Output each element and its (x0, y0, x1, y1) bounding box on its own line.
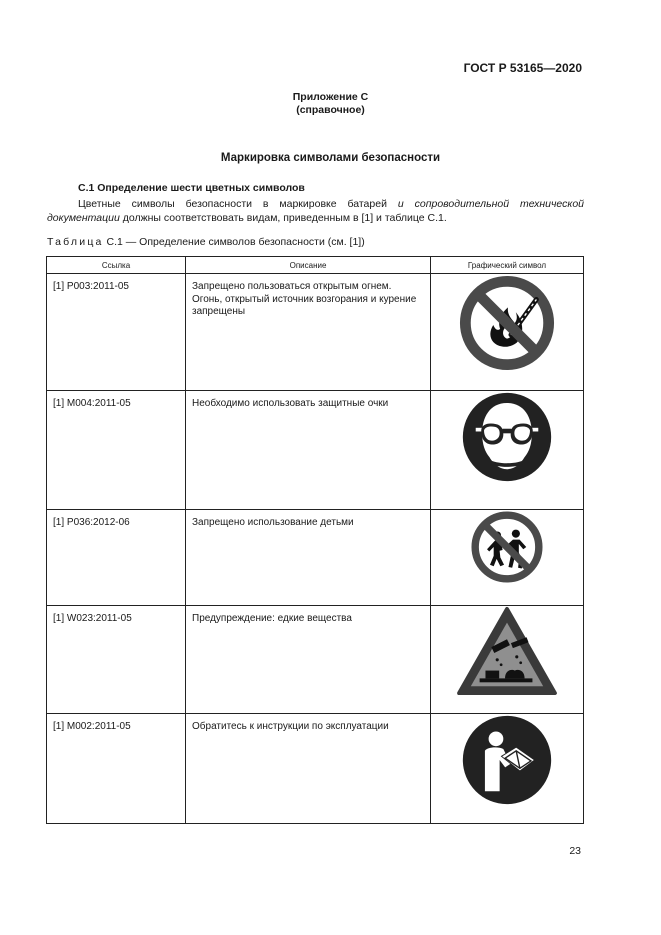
cell-reference (47, 274, 186, 391)
page-number: 23 (569, 845, 581, 857)
header-description: Описание (186, 257, 431, 274)
description-text: Запрещено пользоваться открытым огнем. Огонь, открытый источник возгорания и курение запрещены (192, 281, 417, 317)
cell-description (186, 606, 431, 714)
paragraph-text-italic: и сопроводительной технической документации (47, 198, 584, 224)
read-manual-icon (461, 714, 553, 806)
cell-description (186, 274, 431, 391)
description-text: Запрещено использование детьми (192, 517, 354, 528)
reference-text: [1] M002:2011-05 (53, 721, 131, 732)
table-row (47, 391, 584, 510)
body-paragraph (47, 198, 584, 225)
no-open-flame-icon (458, 274, 556, 372)
table-row (47, 714, 584, 824)
appendix-title: Приложение С (292, 91, 369, 103)
cell-symbol (431, 510, 584, 606)
cell-symbol (431, 714, 584, 824)
appendix-subtitle: (справочное) (296, 104, 365, 116)
header-reference: Ссылка (47, 257, 186, 274)
table-caption-text: С.1 — Определение символов безопасности (см. [1]) (103, 236, 365, 248)
cell-description (186, 714, 431, 824)
table-header-row (47, 257, 584, 274)
reference-text: [1] P036:2012-06 (53, 517, 130, 528)
cell-reference (47, 714, 186, 824)
wear-goggles-icon (461, 391, 553, 483)
cell-reference (47, 606, 186, 714)
cell-reference (47, 510, 186, 606)
no-children-icon (470, 510, 544, 584)
description-text: Необходимо использовать защитные очки (192, 398, 389, 409)
section-heading: С.1 Определение шести цветных символов (78, 182, 305, 194)
reference-text: [1] P003:2011-05 (53, 281, 129, 292)
cell-description (186, 391, 431, 510)
cell-description (186, 510, 431, 606)
standard-number: ГОСТ Р 53165—2020 (463, 61, 582, 75)
table-caption (47, 236, 365, 248)
safety-symbols-table (46, 256, 584, 824)
paragraph-text-2: должны соответствовать видам, приведенным в [1] и таблице С.1. (119, 211, 447, 224)
cell-reference (47, 391, 186, 510)
header-symbol: Графический символ (431, 257, 584, 274)
table-row (47, 606, 584, 714)
cell-symbol (431, 274, 584, 391)
table-row (47, 510, 584, 606)
corrosive-warning-icon (456, 606, 558, 696)
paragraph-text-1: Цветные символы безопасности в маркировке батарей (78, 198, 398, 210)
page-title: Маркировка символами безопасности (220, 152, 441, 164)
table-row (47, 274, 584, 391)
reference-text: [1] M004:2011-05 (53, 398, 131, 409)
cell-symbol (431, 391, 584, 510)
table-caption-label: Таблица (47, 236, 104, 248)
description-text: Предупреждение: едкие вещества (192, 613, 352, 624)
appendix-heading (0, 91, 661, 117)
cell-symbol (431, 606, 584, 714)
reference-text: [1] W023:2011-05 (53, 613, 132, 624)
description-text: Обратитесь к инструкции по эксплуатации (192, 721, 389, 732)
